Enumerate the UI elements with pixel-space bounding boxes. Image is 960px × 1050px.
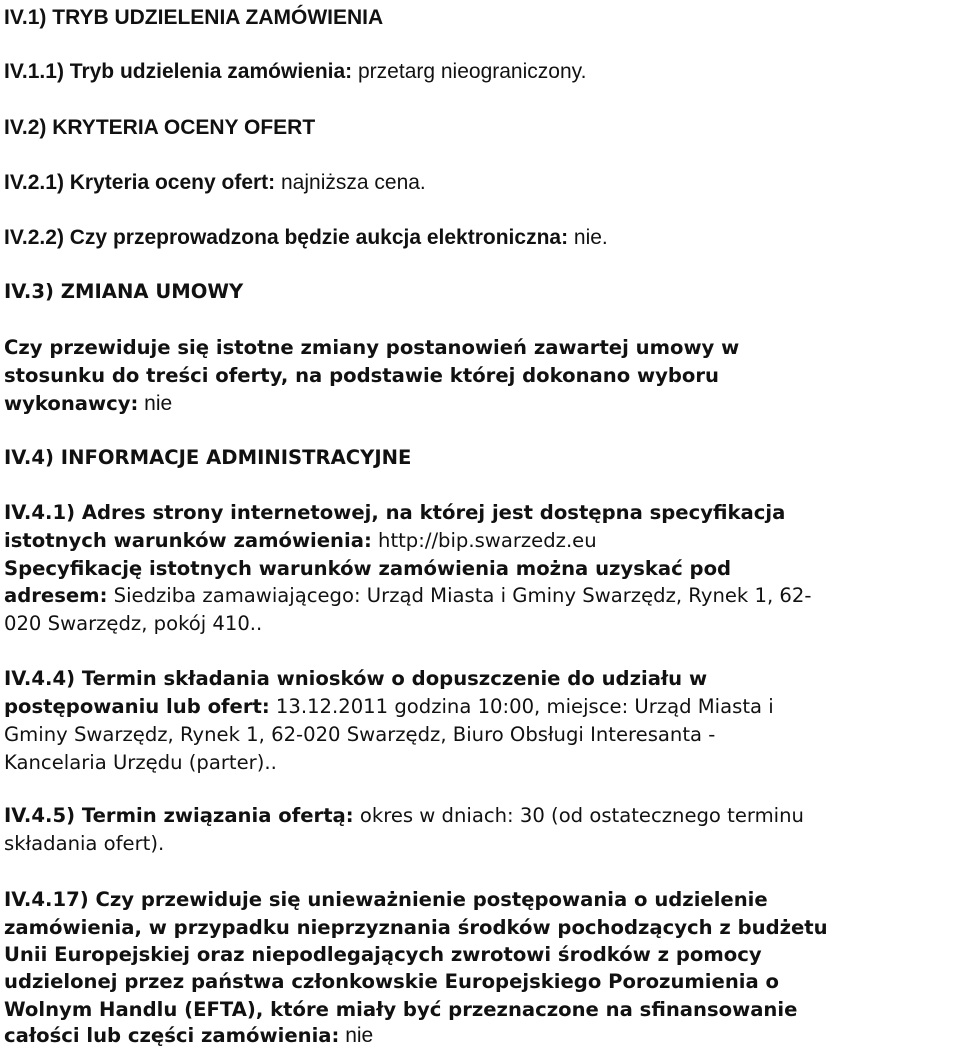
field-value: Siedziba zamawiającego: Urząd Miasta i Gminy Swarzędz, Rynek 1, 62- bbox=[107, 584, 812, 607]
text-line bbox=[4, 721, 715, 749]
text-line: IV.4.1) Adres strony internetowej, na której jest dostępna specyfikacja bbox=[4, 501, 786, 524]
section-heading-tryb bbox=[4, 4, 383, 32]
field-termin-skladania-value bbox=[4, 693, 774, 721]
question-answer-line bbox=[4, 1022, 373, 1050]
question-uniewaznienie bbox=[4, 886, 768, 914]
text-line: Wolnym Handlu (EFTA), które miały być przeznaczone na sfinansowanie bbox=[4, 998, 798, 1021]
field-tryb-udzielenia bbox=[4, 58, 586, 86]
section-heading-zmiana-umowy bbox=[4, 278, 243, 306]
heading-text: IV.3) ZMIANA UMOWY bbox=[4, 280, 244, 303]
field-value: nie bbox=[339, 1024, 374, 1047]
field-label: IV.1.1) Tryb udzielenia zamówienia: bbox=[4, 60, 353, 83]
spec-address-line bbox=[4, 610, 262, 638]
question-answer-line bbox=[4, 390, 172, 418]
text-line: zamówienia, w przypadku nieprzyznania środków pochodzących z budżetu bbox=[4, 916, 828, 939]
question-line bbox=[4, 996, 797, 1024]
field-aukcja-elektroniczna bbox=[4, 224, 608, 252]
text-line: udzielonej przez państwa członkowskie Europejskiego Porozumienia o bbox=[4, 970, 779, 993]
text-line: IV.4.4) Termin składania wniosków o dopuszczenie do udziału w bbox=[4, 667, 708, 690]
text-line: Czy przewiduje się istotne zmiany postanowień zawartej umowy w bbox=[4, 336, 740, 359]
text-line: Gminy Swarzędz, Rynek 1, 62-020 Swarzędz, Biuro Obsługi Interesanta - bbox=[4, 723, 716, 746]
field-value: okres w dniach: 30 (od ostatecznego terminu bbox=[353, 804, 804, 827]
text-line: 020 Swarzędz, pokój 410.. bbox=[4, 612, 263, 635]
section-heading-kryteria bbox=[4, 114, 315, 142]
question-line bbox=[4, 914, 828, 942]
text-line: składania ofert). bbox=[4, 832, 165, 855]
field-termin-skladania bbox=[4, 665, 707, 693]
heading-text: IV.1) TRYB UDZIELENIA ZAMÓWIENIA bbox=[4, 6, 384, 29]
field-value: nie bbox=[138, 392, 173, 415]
text-line: stosunku do treści oferty, na podstawie której dokonano wyboru bbox=[4, 364, 719, 387]
field-value: nie. bbox=[568, 226, 608, 249]
field-value: najniższa cena. bbox=[275, 171, 426, 194]
text-line bbox=[4, 830, 164, 858]
text-line: Unii Europejskiej oraz niepodlegających zwrotowi środków z pomocy bbox=[4, 943, 762, 966]
field-label: IV.4.5) Termin związania ofertą: bbox=[4, 804, 354, 827]
field-kryteria-oceny bbox=[4, 169, 426, 197]
text-line: IV.4.17) Czy przewiduje się unieważnienie postępowania o udzielenie bbox=[4, 888, 768, 911]
text-line: Specyfikację istotnych warunków zamówienia można uzyskać pod bbox=[4, 557, 732, 580]
field-adres-strony-value bbox=[4, 527, 597, 555]
field-label: IV.2.1) Kryteria oceny ofert: bbox=[4, 171, 276, 194]
question-line bbox=[4, 334, 739, 362]
field-label: adresem: bbox=[4, 584, 108, 607]
field-value: przetarg nieograniczony. bbox=[352, 60, 587, 83]
field-label: istotnych warunków zamówienia: bbox=[4, 529, 372, 552]
text-line: Kancelaria Urzędu (parter).. bbox=[4, 751, 277, 774]
question-line bbox=[4, 968, 779, 996]
field-value: 13.12.2011 godzina 10:00, miejsce: Urząd Miasta i bbox=[269, 695, 774, 718]
field-termin-zwiazania bbox=[4, 802, 804, 830]
spec-line bbox=[4, 555, 731, 583]
field-label: wykonawcy: bbox=[4, 392, 139, 415]
question-line bbox=[4, 362, 719, 390]
text-line bbox=[4, 749, 277, 777]
field-adres-strony bbox=[4, 499, 785, 527]
field-label: postępowaniu lub ofert: bbox=[4, 695, 270, 718]
question-line bbox=[4, 941, 762, 969]
url-link[interactable]: http://bip.swarzedz.eu bbox=[371, 529, 597, 552]
field-label: IV.2.2) Czy przeprowadzona będzie aukcja elektroniczna: bbox=[4, 226, 569, 249]
field-label: całości lub części zamówienia: bbox=[4, 1024, 340, 1047]
heading-text: IV.4) INFORMACJE ADMINISTRACYJNE bbox=[4, 446, 412, 469]
heading-text: IV.2) KRYTERIA OCENY OFERT bbox=[4, 116, 316, 139]
spec-address-line bbox=[4, 582, 811, 610]
section-heading-informacje bbox=[4, 444, 411, 472]
